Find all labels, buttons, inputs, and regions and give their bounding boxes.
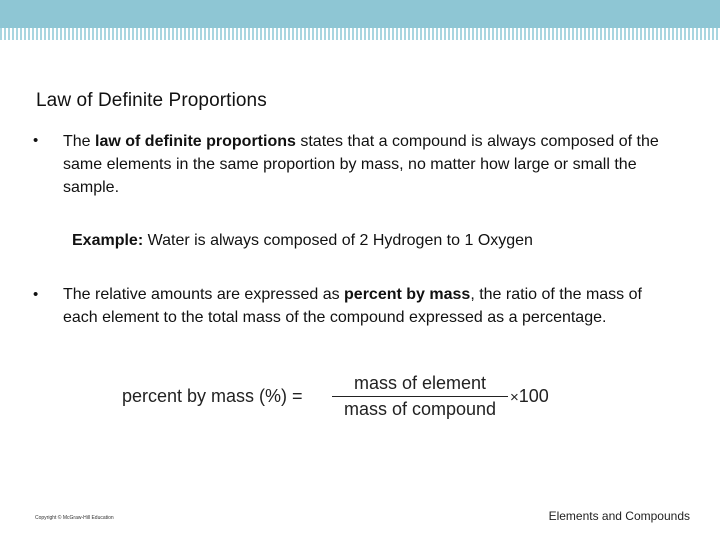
formula-lhs: percent by mass (%) = — [122, 386, 303, 406]
bullet-percent-by-mass — [63, 283, 663, 329]
formula-rhs — [510, 386, 549, 407]
example-label: Example: — [72, 232, 144, 249]
bullet-text: The — [63, 133, 96, 150]
example-line — [72, 232, 533, 250]
slide-title: Law of Definite Proportions — [36, 90, 267, 111]
formula-fraction — [332, 372, 508, 421]
example-text: Water is always composed of 2 Hydrogen to 1 Oxygen — [143, 232, 533, 249]
formula-denominator: mass of compound — [343, 399, 497, 419]
bullet-marker: • — [33, 132, 39, 149]
bullet-text: states that a compound is always composed of the same elements in the same proportion by mass, no matter how large or small the sample. — [63, 133, 659, 196]
bold-term: percent by mass — [344, 286, 471, 303]
bullet-marker: • — [33, 286, 39, 303]
header-stripe — [0, 28, 720, 40]
bullet-text: The relative amounts are expressed as — [63, 286, 345, 303]
formula-numerator: mass of element — [353, 373, 487, 393]
copyright-notice: Copyright © McGraw-Hill Education — [35, 515, 114, 521]
bullet-definition — [63, 130, 663, 199]
bullet-text: , the ratio of the mass of each element to the total mass of the compound expressed as a percentage. — [63, 286, 642, 326]
bold-term: law of definite proportions — [95, 133, 296, 150]
footer-section-title: Elements and Compounds — [548, 509, 690, 523]
times-sign: × — [510, 389, 519, 406]
formula-factor: 100 — [518, 386, 549, 406]
header-band — [0, 0, 720, 28]
